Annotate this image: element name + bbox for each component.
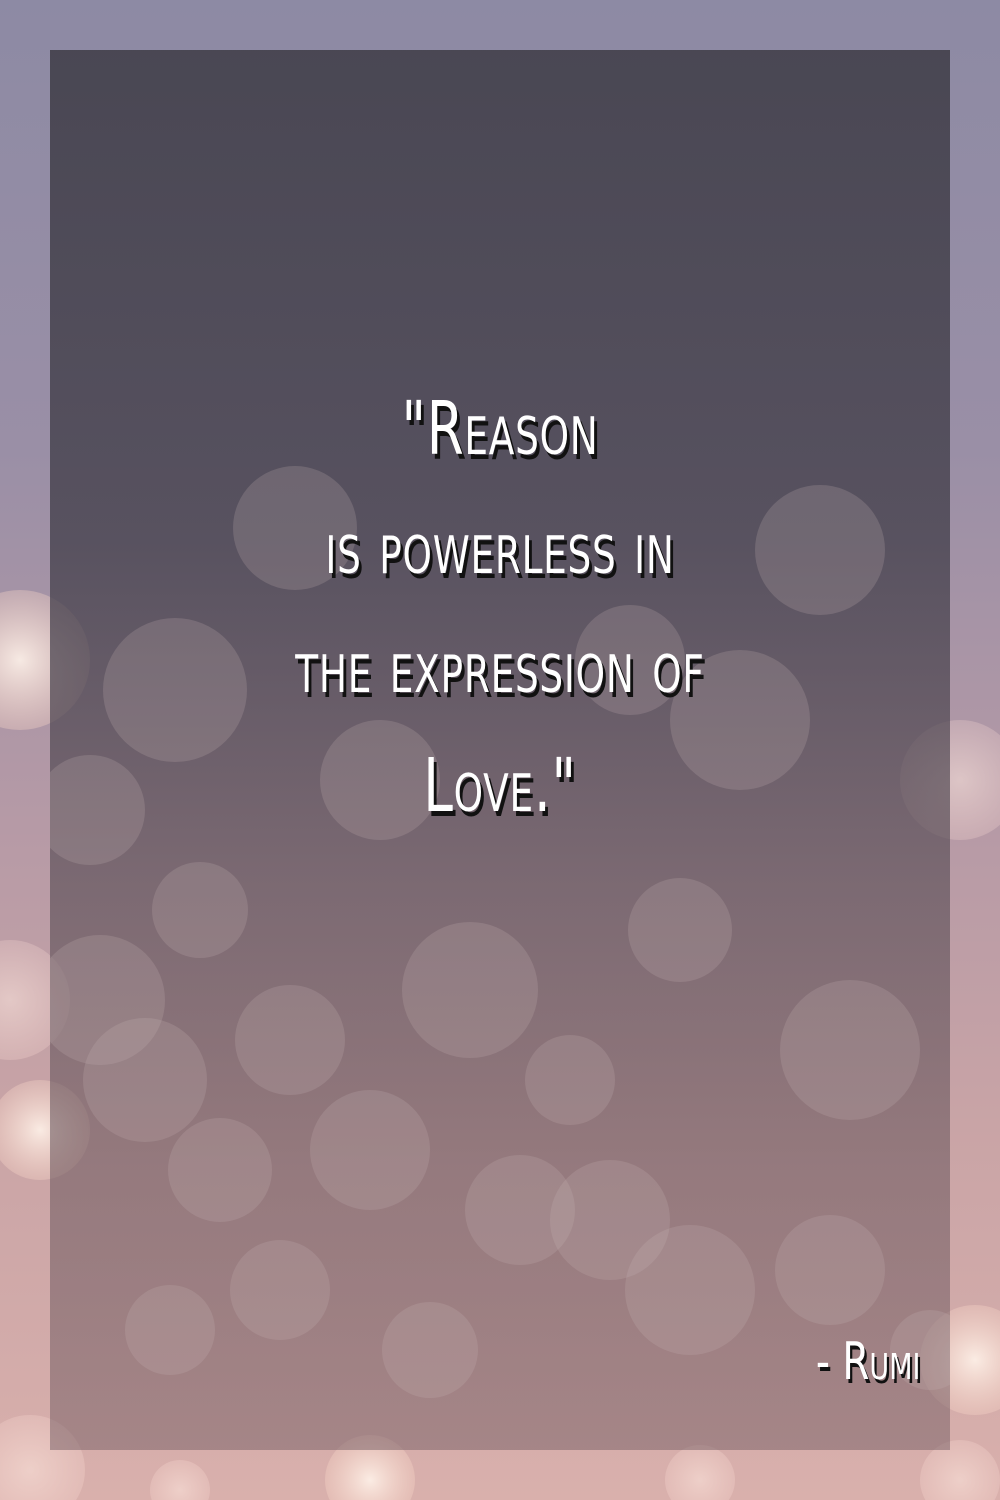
bokeh-spot (402, 922, 538, 1058)
bokeh-spot (83, 1018, 207, 1142)
bokeh-spot (625, 1225, 755, 1355)
bokeh-spot (310, 1090, 430, 1210)
bokeh-light (150, 1460, 210, 1500)
quote-line-2: is powerless in (325, 505, 675, 591)
bokeh-spot (152, 862, 248, 958)
quote-text (176, 370, 824, 846)
bokeh-spot (775, 1215, 885, 1325)
quote-line-1: "Reason (401, 386, 599, 472)
bokeh-spot (628, 878, 732, 982)
bokeh-spot (125, 1285, 215, 1375)
bokeh-spot (168, 1118, 272, 1222)
quote-line-4: Love." (423, 743, 577, 829)
bokeh-spot (382, 1302, 478, 1398)
bokeh-spot (235, 985, 345, 1095)
bokeh-light (665, 1445, 735, 1500)
bokeh-spot (525, 1035, 615, 1125)
bokeh-spot (780, 980, 920, 1120)
quote-line-3: the expression of (295, 624, 705, 710)
bokeh-spot (50, 755, 145, 865)
quote-author: - Rumi (815, 1332, 920, 1392)
bokeh-spot (230, 1240, 330, 1340)
